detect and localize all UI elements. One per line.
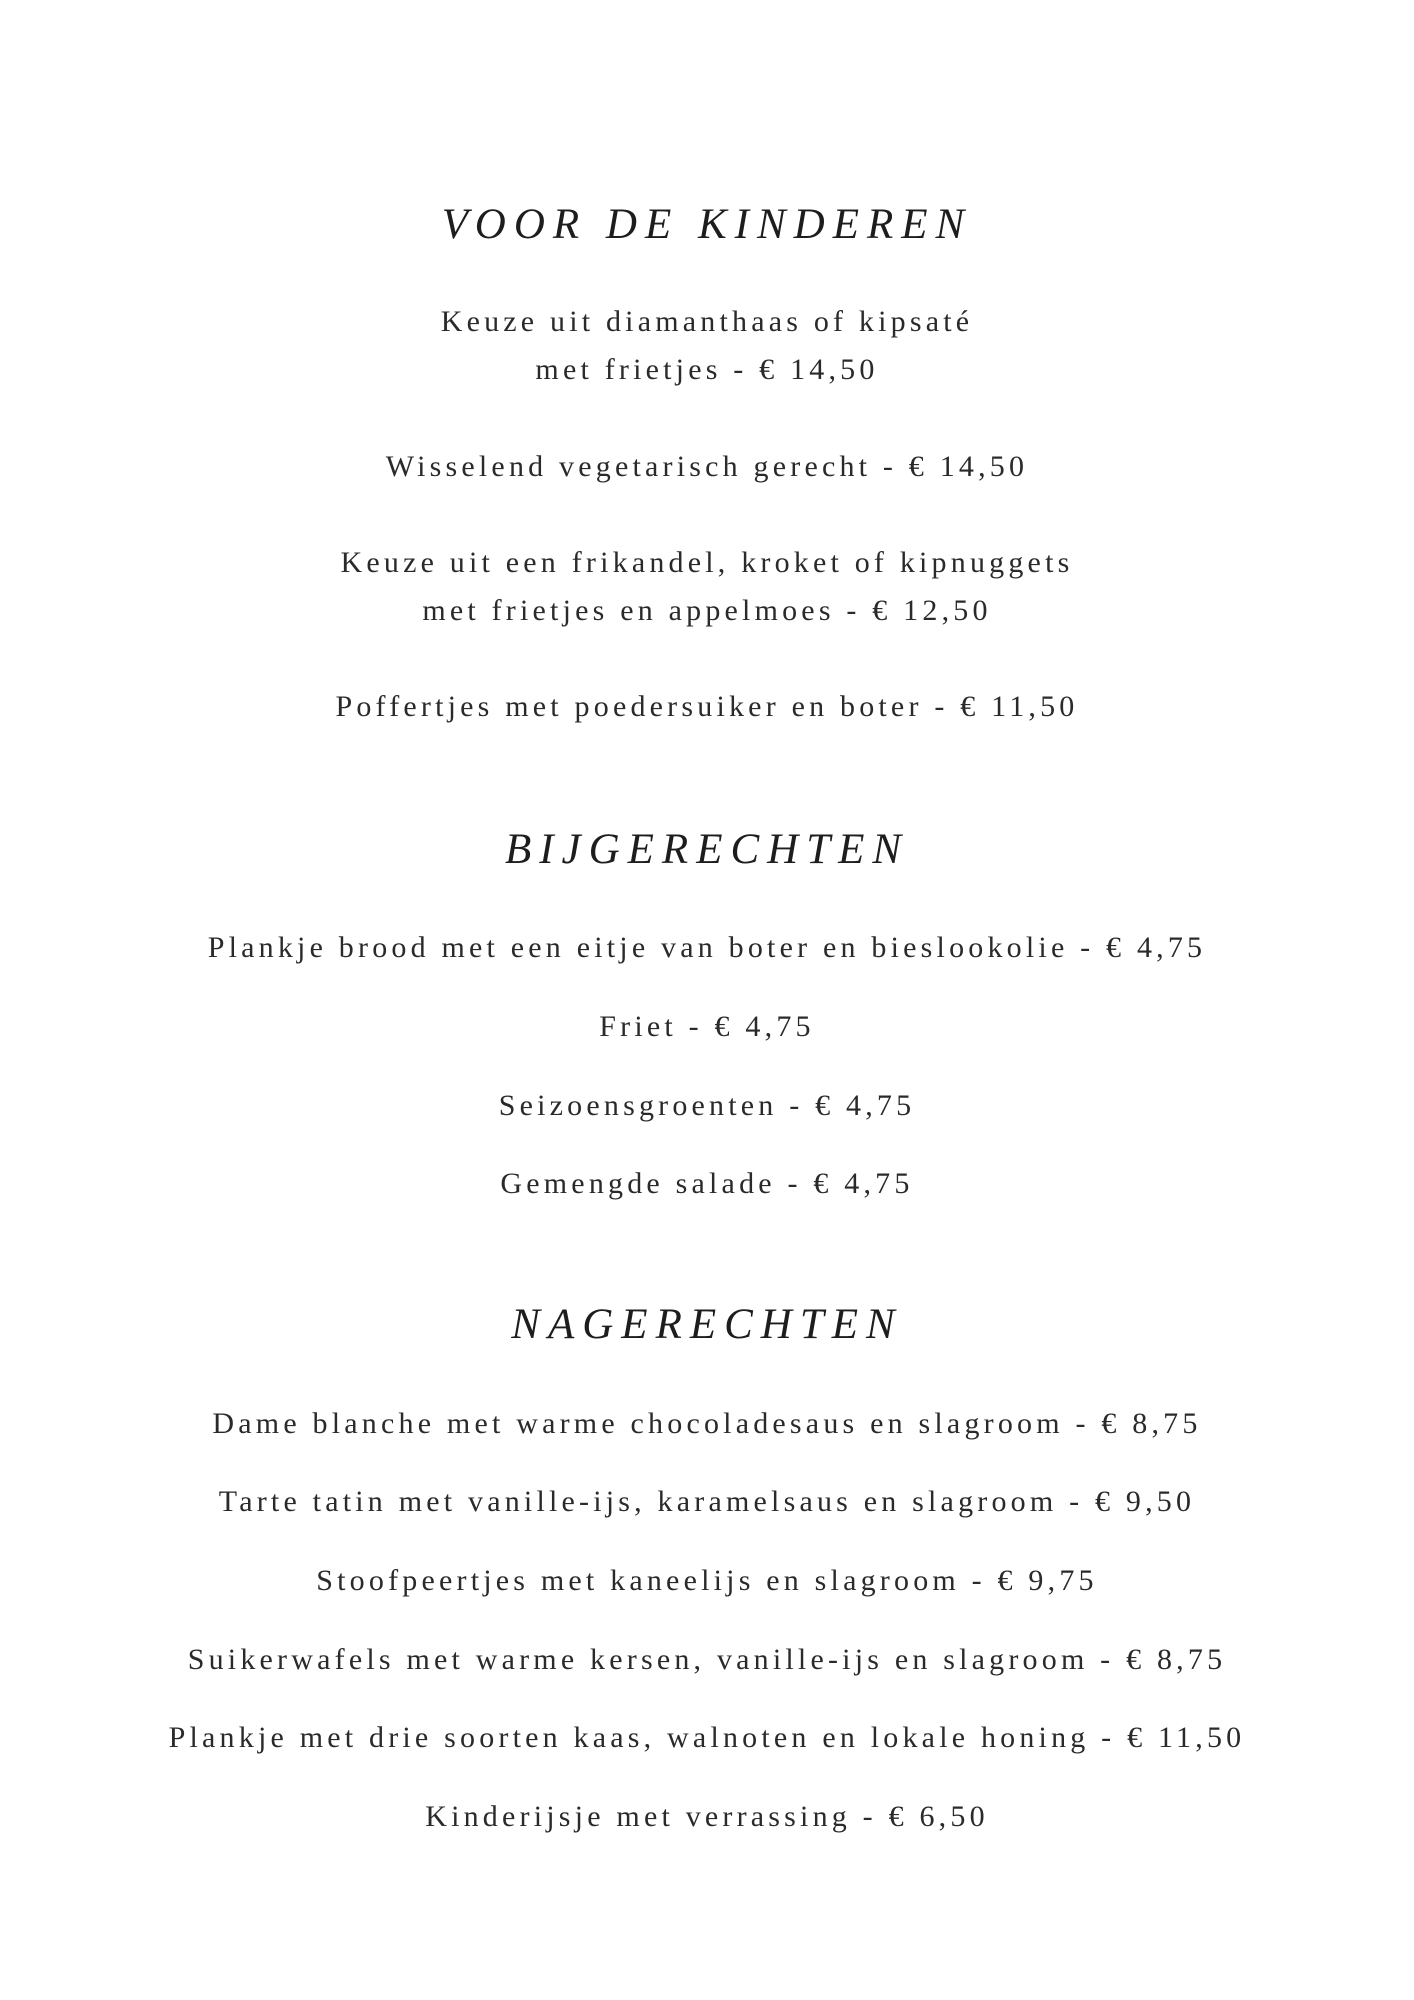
menu-item: Suikerwafels met warme kersen, vanille-ijs en slagroom - € 8,75: [187, 1643, 1227, 1676]
menu-item: Dame blanche met warme chocoladesaus en slagroom - € 8,75: [212, 1407, 1202, 1440]
menu-item: Tarte tatin met vanille-ijs, karamelsaus en slagroom - € 9,50: [218, 1485, 1196, 1518]
menu-item: Friet - € 4,75: [599, 1010, 815, 1043]
section-title-desserts: NAGERECHTEN: [511, 1301, 903, 1348]
menu-item-line: Poffertjes met poedersuiker en boter - € 11,50: [335, 690, 1079, 723]
menu-item-line: Keuze uit een frikandel, kroket of kipnuggets: [340, 546, 1074, 579]
menu-item: [0, 443, 1414, 491]
menu-item: [0, 683, 1414, 731]
menu-item-line: met frietjes - € 14,50: [535, 353, 879, 386]
menu-item: Stoofpeertjes met kaneelijs en slagroom - € 9,75: [316, 1564, 1098, 1597]
menu-item-line: Keuze uit diamanthaas of kipsaté: [440, 305, 974, 338]
menu-item: [0, 539, 1414, 635]
menu-item-line: met frietjes en appelmoes - € 12,50: [422, 594, 992, 627]
menu-item-line: Wisselend vegetarisch gerecht - € 14,50: [385, 450, 1029, 483]
section-title-sides: BIJGERECHTEN: [504, 826, 910, 873]
section-title-kids: VOOR DE KINDEREN: [441, 201, 973, 248]
menu-item: Seizoensgroenten - € 4,75: [498, 1089, 916, 1122]
menu-item: Gemengde salade - € 4,75: [500, 1167, 914, 1200]
menu-item: Plankje brood met een eitje van boter en bieslookolie - € 4,75: [207, 931, 1207, 964]
menu-item: Plankje met drie soorten kaas, walnoten en lokale honing - € 11,50: [168, 1721, 1246, 1754]
menu-item: Kinderijsje met verrassing - € 6,50: [425, 1800, 989, 1833]
menu-item: [0, 298, 1414, 394]
